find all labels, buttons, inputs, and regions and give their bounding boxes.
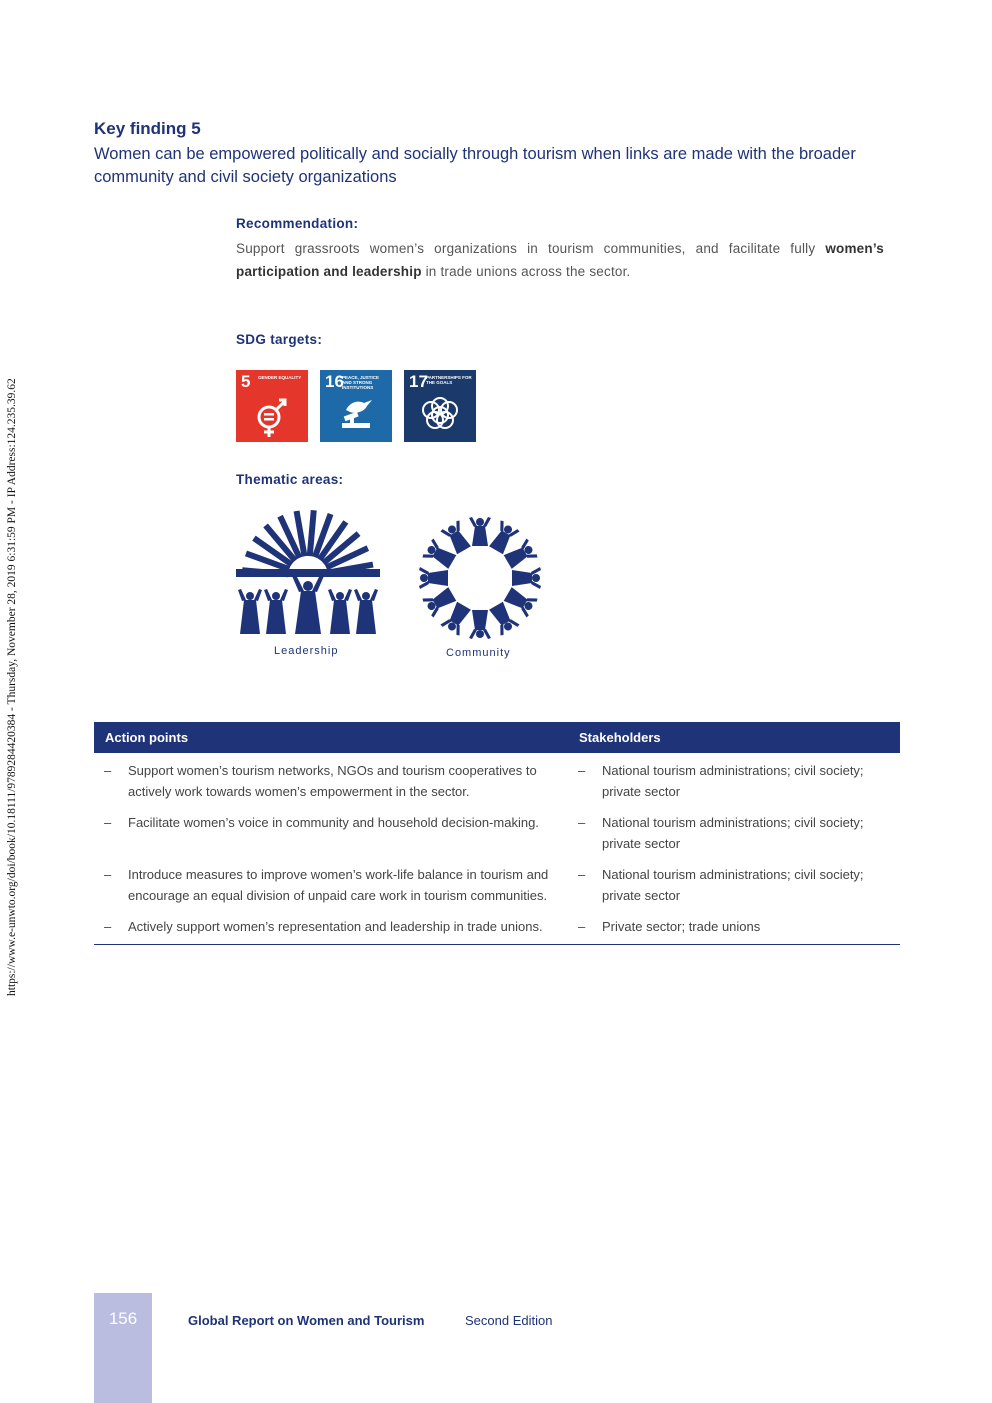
bullet: – [104, 763, 112, 778]
thematic-leadership-label: Leadership [274, 645, 339, 657]
table-row [94, 805, 900, 857]
sdg-17-number: 17 [409, 372, 428, 391]
thematic-community-label: Community [446, 647, 511, 659]
thematic-heading: Thematic areas: [236, 472, 344, 487]
recommendation-heading: Recommendation: [236, 216, 359, 231]
bullet: – [578, 763, 586, 778]
action-point: Support women’s tourism networks, NGOs and tourism cooperatives to actively work towards women’s empowerment in the sector. [128, 763, 537, 799]
stakeholders: Private sector; trade unions [602, 909, 900, 944]
leadership-icon [236, 508, 380, 638]
community-icon [418, 516, 542, 640]
sdg-5-label: GENDER EQUALITY [258, 375, 302, 380]
table-row [94, 909, 900, 944]
recommendation-text-part1: Support grassroots women’s organizations in tourism communities, and facilitate fully [236, 241, 826, 256]
sdg-heading: SDG targets: [236, 332, 323, 347]
footer-report-title: Global Report on Women and Tourism [188, 1313, 425, 1328]
table-header-row [94, 722, 900, 753]
bullet: – [94, 909, 128, 944]
recommendation-emphasis: women’s participation and leadership [236, 241, 884, 279]
sdg-17-tile [404, 370, 476, 442]
recommendation-text-part2: in trade unions across the sector. [421, 264, 631, 279]
action-point: Actively support women’s representation and leadership in trade unions. [128, 909, 568, 944]
sdg-16-tile [320, 370, 392, 442]
sdg-16-number: 16 [325, 372, 344, 391]
stakeholders: National tourism administrations; civil society; private sector [602, 815, 864, 851]
page-number: 156 [108, 1309, 138, 1328]
action-points-table [94, 722, 900, 945]
action-point: Introduce measures to improve women’s work-life balance in tourism and encourage an equal division of unpaid care work in tourism communities. [128, 867, 549, 903]
sdg-16-label: PEACE, JUSTICE AND STRONG INSTITUTIONS [342, 375, 380, 390]
sdg-5-tile [236, 370, 308, 442]
sdg-17-label: PARTNERSHIPS FOR THE GOALS [426, 375, 472, 385]
key-finding-subtitle: Women can be empowered politically and socially through tourism when links are made with the broader community and civil society organizations [94, 145, 856, 186]
key-finding-title: Key finding 5 [94, 119, 201, 138]
stakeholders: National tourism administrations; civil society; private sector [602, 763, 864, 799]
bullet: – [104, 867, 112, 882]
footer-edition: Second Edition [465, 1313, 553, 1328]
table-row [94, 857, 900, 909]
bullet: – [578, 815, 586, 830]
download-watermark: https://www.e-unwto.org/doi/book/10.18111/9789284420384 - Thursday, November 28, 2019 6:31:59 PM - IP Address:124.235.39.62 [6, 378, 18, 996]
action-points-header: Action points [94, 722, 568, 753]
recommendation-text [236, 237, 884, 283]
stakeholders: National tourism administrations; civil society; private sector [602, 867, 864, 903]
sdg-5-number: 5 [241, 372, 251, 391]
action-point: Facilitate women’s voice in community and household decision-making. [128, 815, 539, 830]
bullet: – [578, 867, 586, 882]
bullet: – [568, 909, 602, 944]
stakeholders-header: Stakeholders [568, 722, 900, 753]
bullet: – [104, 815, 112, 830]
table-row [94, 753, 900, 805]
